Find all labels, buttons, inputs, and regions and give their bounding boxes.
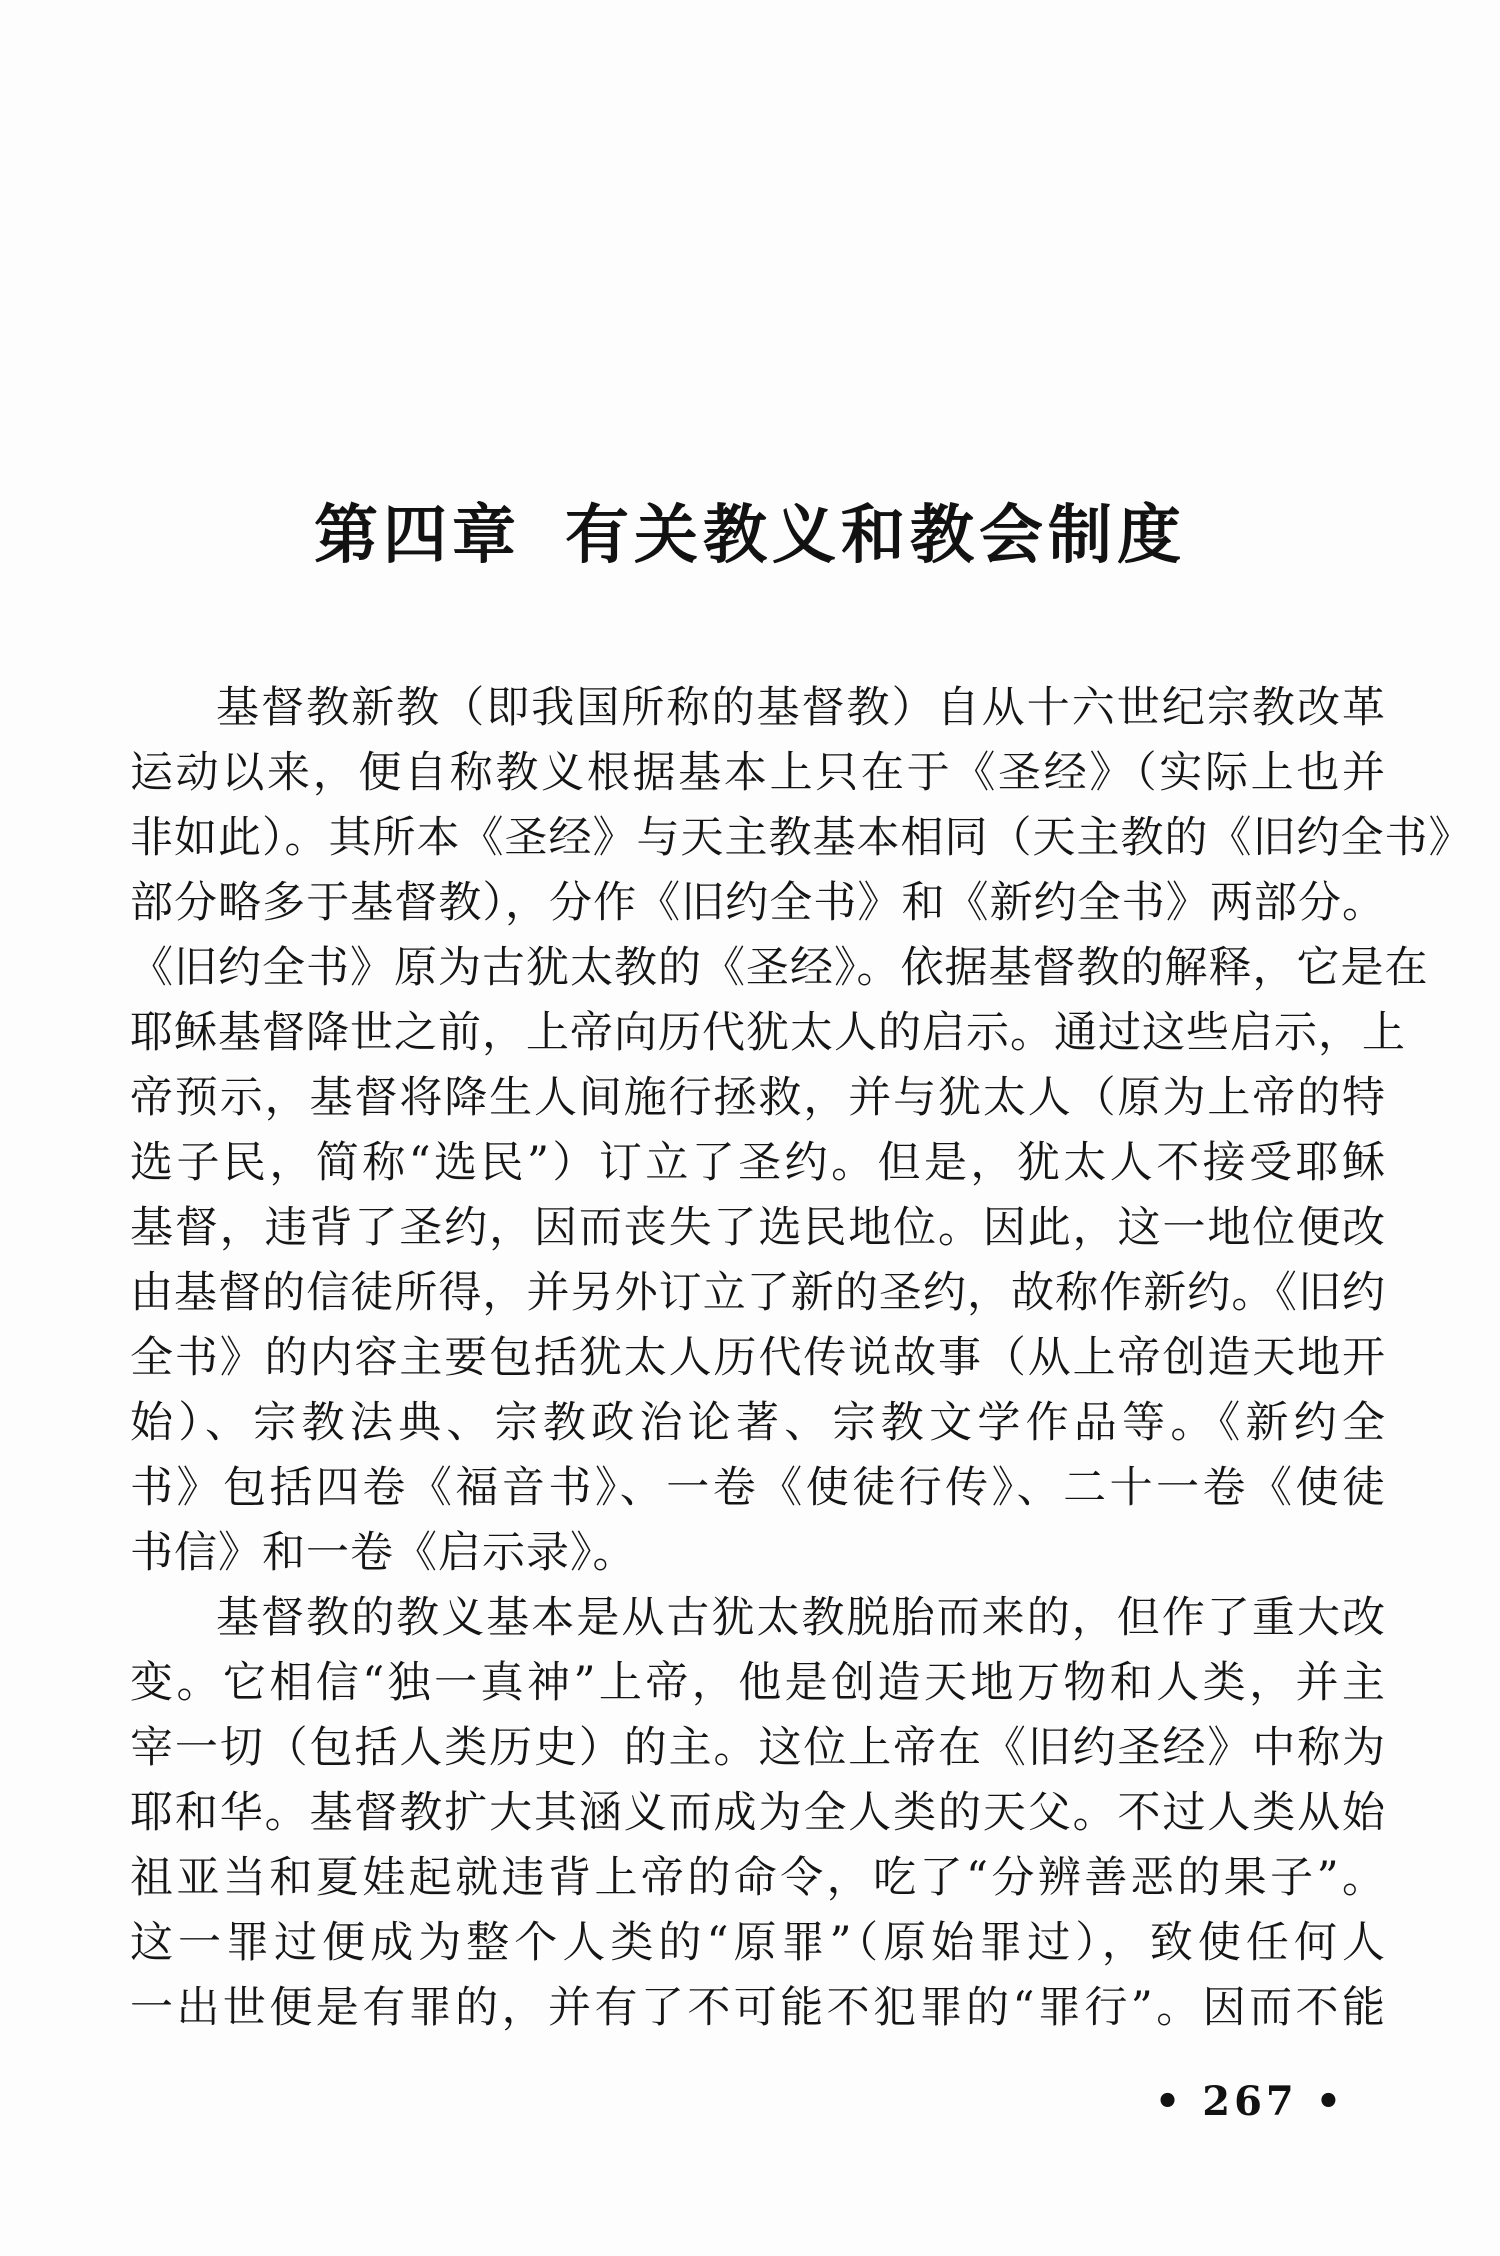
text-line: 《旧约全书》原为古犹太教的《圣经》。依据基督教的解释，它是在 [130, 943, 1429, 993]
body-text [130, 676, 1473, 2041]
text-line: 耶和华。基督教扩大其涵义而成为全人类的天父。不过人类从始 [130, 1788, 1386, 1838]
text-line: 选子民，简称“选民”）订立了圣约。但是，犹太人不接受耶稣 [130, 1138, 1386, 1188]
text-line: 宰一切（包括人类历史）的主。这位上帝在《旧约圣经》中称为 [130, 1723, 1386, 1773]
chapter-number: 第四章 [314, 499, 521, 573]
chapter-title [0, 484, 1500, 576]
text-line: 由基督的信徒所得，并另外订立了新的圣约，故称作新约。《旧约 [130, 1268, 1386, 1318]
text-line: 基督教的教义基本是从古犹太教脱胎而来的，但作了重大改 [216, 1593, 1386, 1643]
text-line: 全书》的内容主要包括犹太人历代传说故事（从上帝创造天地开 [130, 1333, 1386, 1383]
text-line: 一出世便是有罪的，并有了不可能不犯罪的“罪行”。因而不能 [130, 1983, 1386, 2033]
text-line: 始）、宗教法典、宗教政治论著、宗教文学作品等。《新约全 [130, 1398, 1386, 1448]
text-line: 书》包括四卷《福音书》、一卷《使徒行传》、二十一卷《使徒 [130, 1463, 1386, 1513]
text-line: 这一罪过便成为整个人类的“原罪”（原始罪过），致使任何人 [130, 1918, 1386, 1968]
text-line: 运动以来，便自称教义根据基本上只在于《圣经》（实际上也并 [130, 748, 1386, 798]
text-line: 帝预示，基督将降生人间施行拯救，并与犹太人（原为上帝的特 [130, 1073, 1386, 1123]
text-line: 祖亚当和夏娃起就违背上帝的命令，吃了“分辨善恶的果子”。 [130, 1853, 1386, 1903]
chapter-name: 有关教义和教会制度 [565, 499, 1186, 573]
text-line: 基督，违背了圣约，因而丧失了选民地位。因此，这一地位便改 [130, 1203, 1386, 1253]
text-line: 变。它相信“独一真神”上帝，他是创造天地万物和人类，并主 [130, 1658, 1386, 1708]
text-line: 耶稣基督降世之前，上帝向历代犹太人的启示。通过这些启示，上 [130, 1008, 1406, 1058]
text-line: 书信》和一卷《启示录》。 [130, 1528, 637, 1578]
page-number: • 267 • [1154, 2078, 1346, 2125]
text-line: 非如此）。其所本《圣经》与天主教基本相同（天主教的《旧约全书》 [130, 813, 1473, 863]
text-line: 部分略多于基督教），分作《旧约全书》和《新约全书》两部分。 [130, 878, 1386, 928]
text-line: 基督教新教（即我国所称的基督教）自从十六世纪宗教改革 [216, 683, 1386, 733]
